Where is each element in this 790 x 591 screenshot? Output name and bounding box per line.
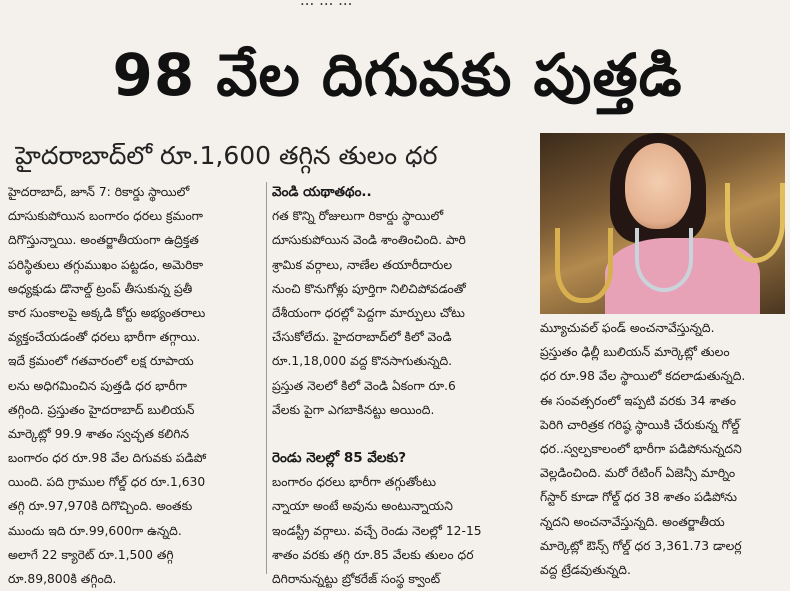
- column-2-line: శ్రామిక వర్గాలు, నాణేల తయారీదారుల: [272, 257, 453, 272]
- column-1-line: పరిస్థితులు తగ్గుముఖం పట్టడం, అమెరికా: [8, 257, 204, 272]
- top-strip: [0, 0, 790, 10]
- column-3-line: ప్రస్తుతం ఢిల్లీ బులియన్ మార్కెట్లో తులం: [540, 345, 730, 360]
- column-3-line: మ్యూచువల్ ఫండ్ అంచనావేస్తున్నది.: [540, 321, 715, 335]
- column-1-line: తగ్గింది. ప్రస్తుతం హైదరాబాద్ బులియన్: [8, 402, 195, 417]
- face-shape: [625, 143, 691, 229]
- column-2-line: వేలకు పైగా ఎగబాకినట్టు అయింది.: [272, 402, 435, 417]
- column-3-line: పెరిగి చారిత్రక గరిష్ఠ స్థాయికి చేరుకున్న గోల్డ్: [540, 417, 740, 432]
- necklace-shape: [635, 228, 693, 292]
- column-1-line: దూసుకుపోయిన బంగారం ధరలు క్రమంగా: [8, 209, 204, 224]
- column-3-line: గ్‌స్టార్ కూడా గోల్డ్ ధర 38 శాతం పడిపోను: [540, 490, 737, 505]
- headline: 98 వేల దిగువకు పుత్తడి: [112, 41, 683, 109]
- column-1-line: మార్కెట్లో 99.9 శాతం స్వచ్ఛత కలిగిన: [8, 426, 190, 441]
- spacer: [272, 422, 532, 446]
- display-necklace-right: [725, 183, 785, 263]
- column-2-line: ప్రస్తుత నెలలో కిలో వెండి ఏకంగా రూ.6: [272, 378, 456, 393]
- top-strip-text: ... ... ...: [300, 0, 353, 9]
- column-divider: [266, 182, 267, 574]
- section-heading-two-months: రెండు నెలల్లో 85 వేలకు?: [272, 450, 407, 467]
- column-2-line: గత కొన్ని రోజులుగా రికార్డు స్థాయిలో: [272, 209, 444, 224]
- column-1-line: లను అధిగమించిన పుత్తడి ధర భారీగా: [8, 378, 187, 393]
- column-3-line: ధర రూ.98 వేల స్థాయిలో కదలాడుతున్నది.: [540, 369, 746, 384]
- column-2-line: రూ.1,18,000 వద్ద కొనసాగుతున్నది.: [272, 354, 453, 369]
- column-2-line: న్నాయా అంటే అవును అంటున్నాయని: [272, 499, 453, 514]
- column-2-line: దిగిరానున్నట్టు బ్రోకరేజ్ సంస్థ క్వాంట్: [272, 572, 441, 586]
- column-1-line: అధ్యక్షుడు డొనాల్డ్ ట్రంప్ తీసుకున్న ప్రతీ: [8, 281, 193, 296]
- column-2-line: శాతం వరకు తగ్గి రూ.85 వేలకు తులం ధర: [272, 547, 474, 562]
- subheadline: హైదరాబాద్‌లో రూ.1,600 తగ్గిన తులం ధర: [15, 141, 438, 170]
- column-2-line: ఇండస్ట్రీ వర్గాలు. వచ్చే రెండు నెలల్లో 12-15: [272, 523, 482, 538]
- column-1-line: తగ్గి రూ.97,970కి దిగొచ్చింది. అంతకు: [8, 499, 193, 514]
- column-1-line: అలాగే 22 క్యారెట్ రూ.1,500 తగ్గి: [8, 547, 174, 562]
- column-2: [272, 180, 532, 591]
- column-1: [8, 180, 263, 591]
- column-3-line: వెల్లడించింది. మరో రేటింగ్ ఏజెన్సీ మార్నిం: [540, 466, 736, 481]
- column-3: [540, 316, 785, 582]
- column-1-line: దిగొస్తున్నాయి. అంతర్జాతీయంగా ఉద్రిక్తత: [8, 233, 199, 248]
- column-1-line: ముందు ఇది రూ.99,600గా ఉన్నది.: [8, 523, 182, 538]
- column-1-line: రూ.89,800కి తగ్గింది.: [8, 572, 117, 586]
- column-1-line: ఇదే క్రమంలో గతవారంలో లక్ష రూపాయ: [8, 354, 194, 369]
- column-1-line: కార సుంకాలపై అక్కడి కోర్టు అభ్యంతరాలు: [8, 305, 206, 320]
- column-3-line: వద్ద ట్రేడవుతున్నది.: [540, 562, 631, 577]
- column-3-line: మార్కెట్లో ఔన్స్ గోల్డ్ ధర 3,361.73 డాలర్ల: [540, 538, 742, 553]
- column-2-line: చేసుకోలేదు. హైదరాబాద్‌లో కిలో వెండి: [272, 330, 452, 345]
- column-3-line: న్నదని అంచనావేస్తున్నది. అంతర్జాతీయ: [540, 514, 725, 529]
- column-3-line: ధర..స్వల్పకాలంలో భారీగా పడిపోనున్నదని: [540, 441, 742, 456]
- column-1-line: వ్యక్తంచేయడంతో ధరలు భారీగా తగ్గాయి.: [8, 330, 201, 345]
- column-1-line: హైదరాబాద్, జూన్ 7: రికార్డు స్థాయిలో: [8, 185, 190, 199]
- column-2-line: నుంచి కొనుగోళ్లు పూర్తిగా నిలిచిపోవడంతో: [272, 281, 466, 296]
- column-1-line: యింది. పది గ్రాముల గోల్డ్ ధర రూ.1,630: [8, 475, 206, 490]
- woman-jewellery-photo: [540, 133, 785, 314]
- column-2-line: దేశీయంగా ధరల్లో పెద్దగా మార్పులు చోటు: [272, 305, 465, 320]
- column-2-line: బంగారం ధరలు భారీగా తగ్గుతోంటు: [272, 475, 437, 490]
- column-2-line: దూసుకుపోయిన వెండి శాంతించింది. పారి: [272, 233, 466, 248]
- section-heading-silver: వెండి యథాతథం..: [272, 184, 372, 200]
- column-1-line: బంగారం ధర రూ.98 వేల దిగువకు పడిపో: [8, 451, 207, 466]
- display-necklace-left: [555, 228, 613, 303]
- column-3-line: ఈ సంవత్సరంలో ఇప్పటి వరకు 34 శాతం: [540, 393, 737, 408]
